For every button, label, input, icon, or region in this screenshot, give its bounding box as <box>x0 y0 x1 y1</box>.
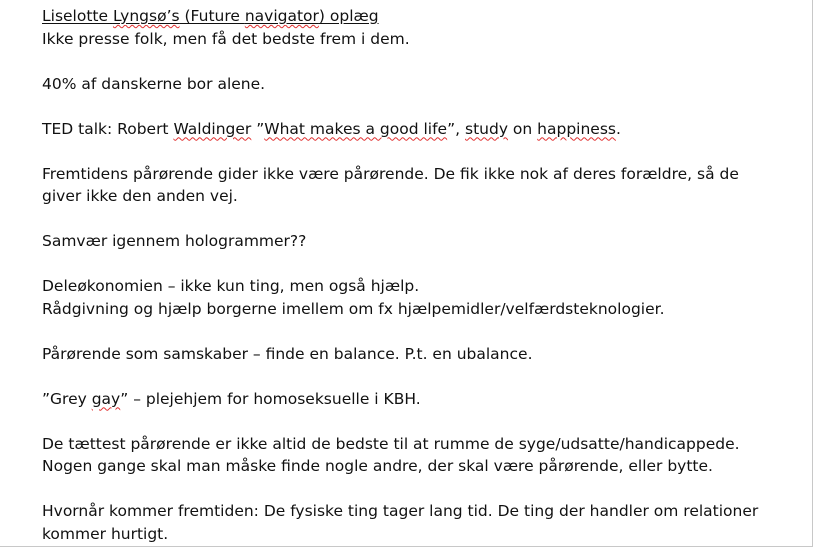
spellcheck-word: study <box>465 119 508 138</box>
blank-line <box>42 320 812 343</box>
paragraph-line: TED talk: Robert Waldinger ”What makes a good life”, study on happiness. <box>42 119 621 138</box>
spellcheck-word: gay <box>91 389 121 408</box>
paragraph-line: Hvornår kommer fremtiden: De fysiske ting tager lang tid. De ting der handler om relationer <box>42 502 759 520</box>
paragraph-line: Nogen gange skal man måske finde nogle andre, der skal være pårørende, eller bytte. <box>42 457 713 475</box>
spellcheck-word: happiness <box>537 119 616 138</box>
blank-line <box>42 140 812 163</box>
blank-line <box>42 208 812 231</box>
blank-line <box>42 478 812 501</box>
document-body[interactable] <box>42 5 812 545</box>
spellcheck-word: navigator <box>244 7 319 25</box>
paragraph-line: Ikke presse folk, men få det bedste frem i dem. <box>42 29 410 48</box>
blank-line <box>42 253 812 276</box>
paragraph-line: Fremtidens pårørende gider ikke være pårørende. De fik ikke nok af deres forældre, så de <box>42 164 739 183</box>
page-right-border <box>812 0 813 546</box>
page-bottom-border <box>0 546 813 547</box>
paragraph-line: Deleøkonomien – ikke kun ting, men også hjælp. <box>42 277 420 295</box>
blank-line <box>42 95 812 118</box>
spellcheck-word: Waldinger <box>173 119 252 138</box>
spellcheck-word: What makes a good life <box>264 119 448 138</box>
paragraph-line: kommer hurtigt. <box>42 524 169 543</box>
paragraph-line: Rådgivning og hjælp borgerne imellem om fx hjælpemidler/velfærdsteknologier. <box>42 299 665 318</box>
blank-line <box>42 365 812 388</box>
blank-line <box>42 410 812 433</box>
paragraph-line: Samvær igennem hologrammer?? <box>42 232 307 250</box>
paragraph-line: Pårørende som samskaber – finde en balance. P.t. en ubalance. <box>42 344 533 363</box>
paragraph-line: 40% af danskerne bor alene. <box>42 74 266 93</box>
spellcheck-word: Lyngsø’s <box>112 7 180 25</box>
paragraph-line: De tættest pårørende er ikke altid de bedste til at rumme de syge/udsatte/handicappede. <box>42 434 740 453</box>
blank-line <box>42 50 812 73</box>
paragraph-line: giver ikke den anden vej. <box>42 187 238 205</box>
paragraph-line: ”Grey gay” – plejehjem for homoseksuelle i KBH. <box>42 389 421 408</box>
document-heading: Liselotte Lyngsø’s (Future navigator) oplæg <box>42 7 379 25</box>
